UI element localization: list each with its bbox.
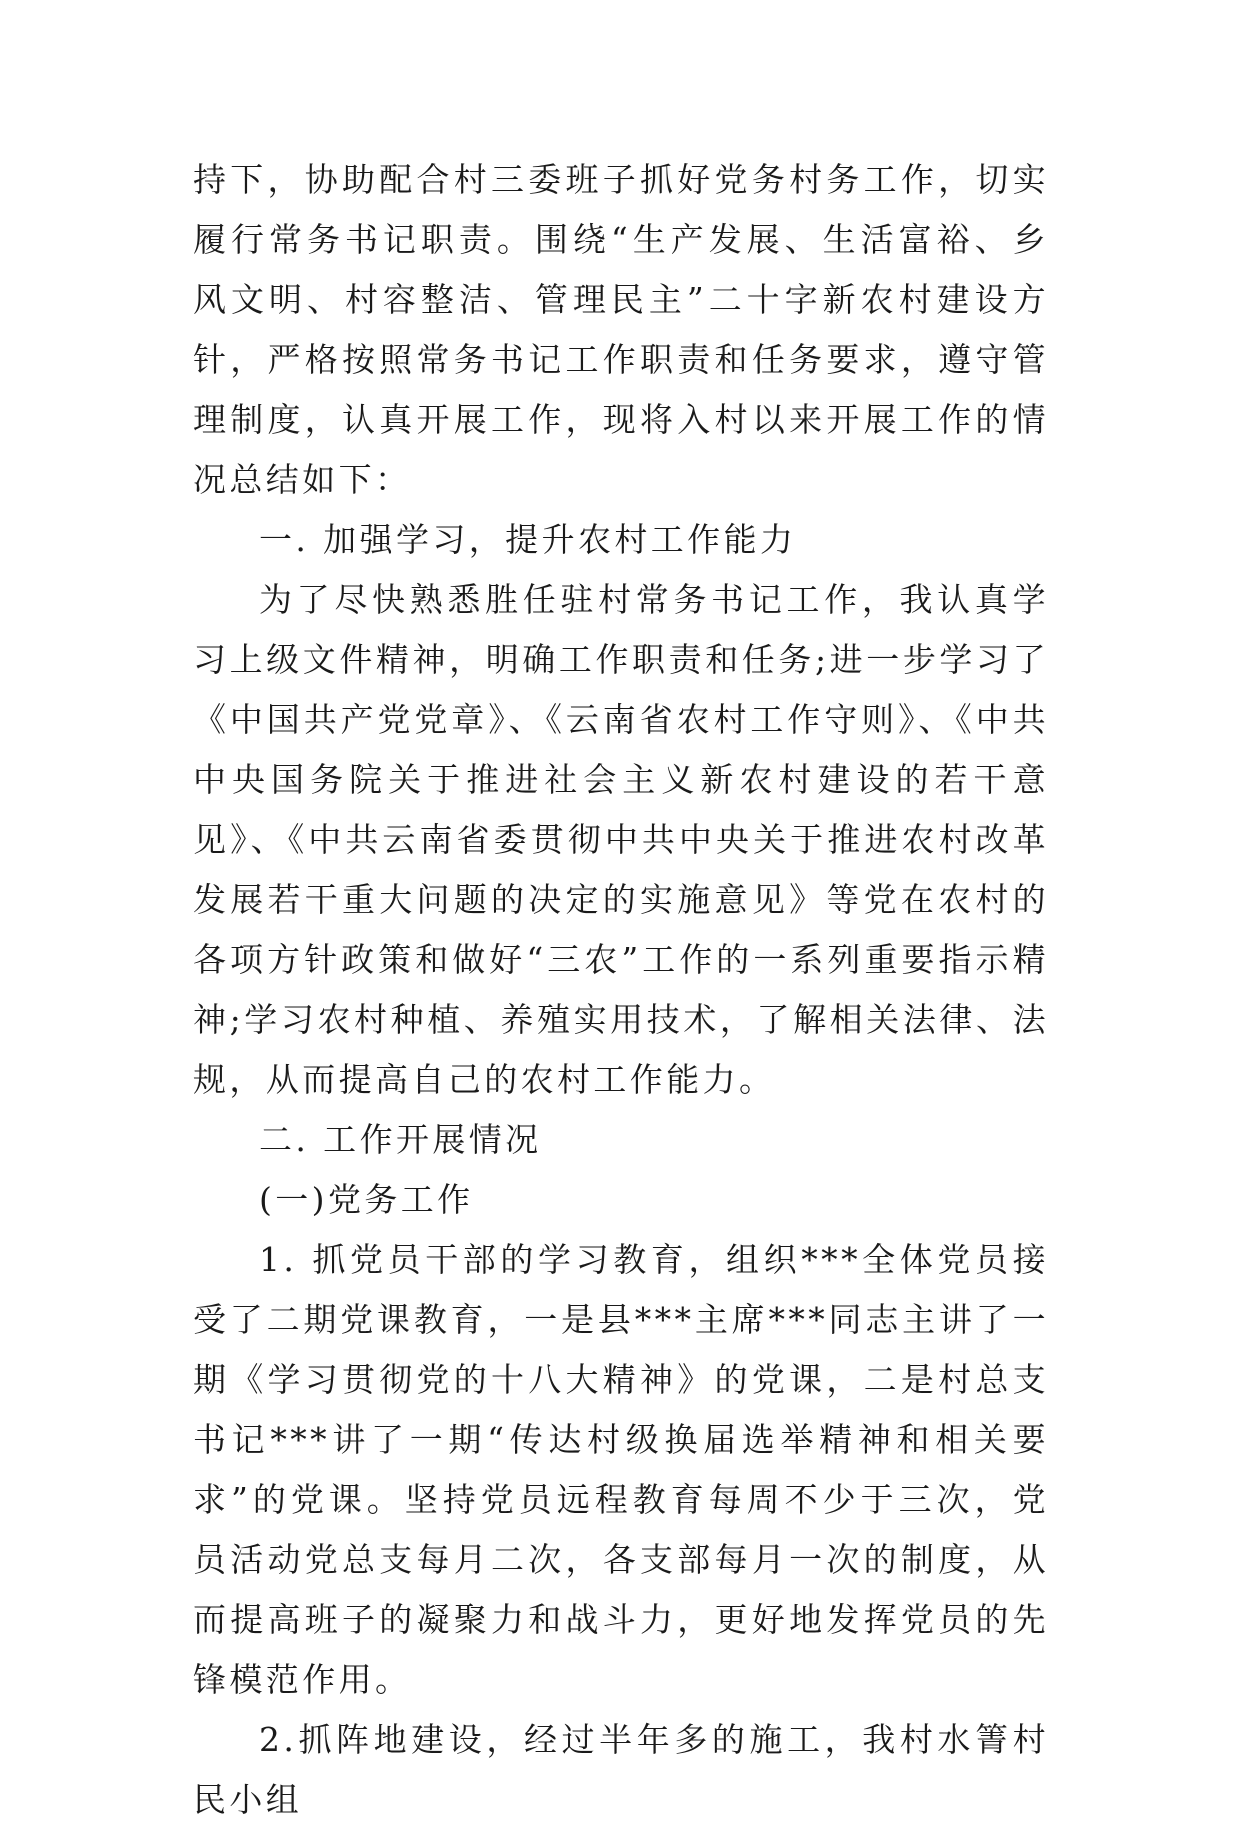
document-body <box>193 150 1049 1830</box>
position-building-paragraph: 2.抓阵地建设，经过半年多的施工，我村水箐村民小组 <box>193 1720 1049 1819</box>
study-paragraph: 为了尽快熟悉胜任驻村常务书记工作，我认真学习上级文件精神，明确工作职责和任务;进一步学习了《中国共产党党章》、《云南省农村工作守则》、《中共中央国务院关于推进社会主义新农村建设的若干意见》、《中共云南省委贯彻中共中央关于推进农村改革发展若干重大问题的决定的实施意见》等党在农村的各项方针政策和做好“三农”工作的一系列重要指示精神;学习农村种植、养殖实用技术，了解相关法律、法规，从而提高自己的农村工作能力。 <box>193 580 1049 1099</box>
section-heading-2: 二. 工作开展情况 <box>259 1120 542 1159</box>
section-heading-1: 一. 加强学习，提升农村工作能力 <box>259 520 797 559</box>
subsection-heading-party-work: (一)党务工作 <box>259 1180 474 1219</box>
intro-paragraph: 持下，协助配合村三委班子抓好党务村务工作，切实履行常务书记职责。围绕“生产发展、生活富裕、乡风文明、村容整洁、管理民主”二十字新农村建设方针，严格按照常务书记工作职责和任务要求，遵守管理制度，认真开展工作，现将入村以来开展工作的情况总结如下： <box>193 160 1049 499</box>
party-education-paragraph: 1. 抓党员干部的学习教育，组织***全体党员接受了二期党课教育，一是县***主席***同志主讲了一期《学习贯彻党的十八大精神》的党课，二是村总支书记***讲了一期“传达村级换届选举精神和相关要求”的党课。坚持党员远程教育每周不少于三次，党员活动党总支每月二次，各支部每月一次的制度，从而提高班子的凝聚力和战斗力，更好地发挥党员的先锋模范作用。 <box>193 1240 1049 1699</box>
